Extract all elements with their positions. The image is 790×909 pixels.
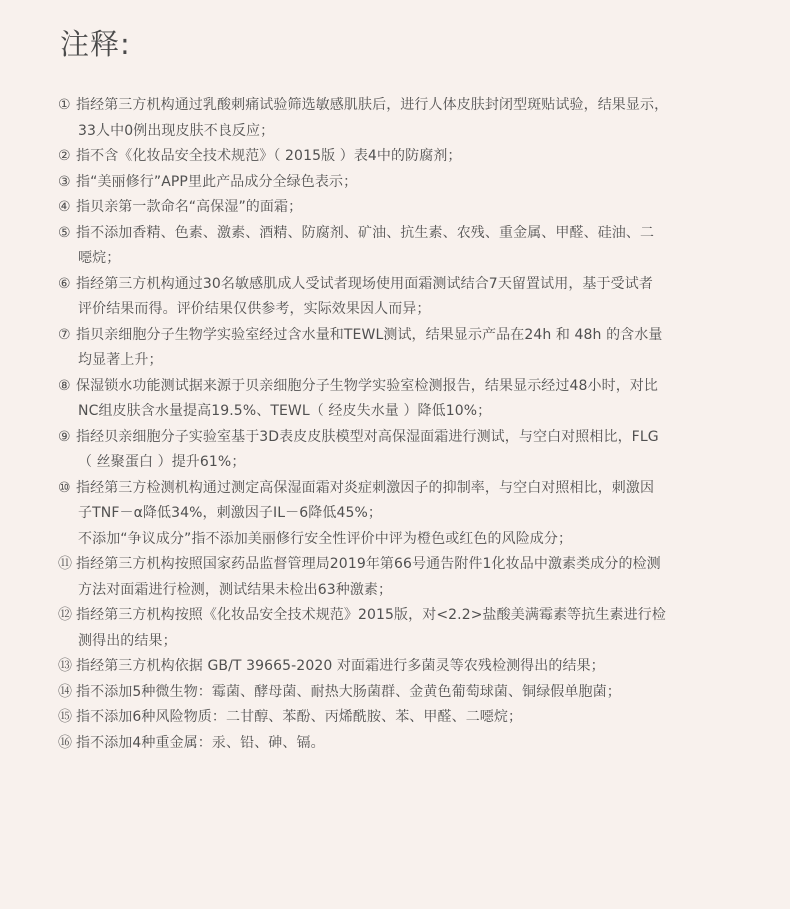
notes-list [58,93,750,756]
note-item [58,374,750,425]
note-text-line: NC组皮肤含水量提高19.5%、TEWL（ 经皮失水量 ）降低10%； [78,403,492,419]
note-text-line: 指经贝亲细胞分子实验室基于3D表皮皮肤模型对高保湿面霜进行测试，与空白对照相比，FLG [76,428,659,445]
note-item [58,195,750,221]
note-text-line: 指贝亲细胞分子生物学实验室经过含水量和TEWL测试，结果显示产品在24h 和 48h 的含水量 [76,326,663,343]
note-text-line: 不添加“争议成分”指不添加美丽修行安全性评价中评为橙色或红色的风险成分； [78,530,573,547]
note-text-line: 指经第三方机构按照国家药品监督管理局2019年第66号通告附件1化妆品中激素类成分的检测 [76,556,661,572]
note-item [58,144,750,170]
note-text-line: 指经第三方检测机构通过测定高保湿面霜对炎症刺激因子的抑制率，与空白对照相比，刺激因 [76,479,655,496]
note-text-line: 均显著上升； [78,352,163,368]
note-number: ⑫ [58,607,73,623]
note-text-line: （ 丝聚蛋白 ）提升61%； [78,454,246,470]
note-number: ⑥ [58,275,71,292]
note-number: ⑭ [58,683,73,700]
note-item [58,552,750,603]
note-number: ⑯ [58,734,73,751]
note-text-line: 指不添加香精、色素、激素、酒精、防腐剂、矿油、抗生素、农残、重金属、甲醛、硅油、二 [76,224,655,241]
note-text-line: 指经第三方机构按照《化妆品安全技术规范》2015版，对<2.2>盐酸美满霉素等抗生素进行检 [76,607,666,623]
note-number: ⑮ [58,709,73,725]
note-text-line: 指经第三方机构依据 GB/T 39665-2020 对面霜进行多菌灵等农残检测得出的结果； [76,658,605,674]
note-number: ① [58,97,71,113]
note-item [58,680,750,706]
note-item [58,93,750,144]
note-item [58,272,750,323]
note-number: ② [58,148,71,164]
note-text-line: 指经第三方机构通过乳酸刺痛试验筛选敏感肌肤后，进行人体皮肤封闭型斑贴试验，结果显示， [76,97,669,113]
note-number: ③ [58,173,71,190]
note-item [58,705,750,731]
page-title: 注释: [60,27,131,61]
note-text-line: 指经第三方机构通过30名敏感肌成人受试者现场使用面霜测试结合7天留置试用，基于受试者 [76,275,653,292]
note-number: ④ [58,199,71,215]
note-text-line: 指不添加5种微生物：霉菌、酵母菌、耐热大肠菌群、金黄色葡萄球菌、铜绿假单胞菌； [76,683,621,700]
note-text-line: 指“美丽修行”APP里此产品成分全绿色表示； [76,173,358,190]
note-number: ⑪ [58,556,73,572]
note-item [58,323,750,374]
note-number: ⑨ [58,428,71,445]
note-text-line: 测得出的结果； [78,632,177,649]
note-item [58,654,750,680]
note-item [58,170,750,196]
note-text-line: 噁烷； [78,250,121,266]
note-item [58,603,750,654]
note-item [58,221,750,272]
note-text-line: 指不含《化妆品安全技术规范》（ 2015版 ）表4中的防腐剂； [76,148,462,164]
note-number: ⑤ [58,224,71,241]
note-text-line: 指不添加6种风险物质：二甘醇、苯酚、丙烯酰胺、苯、甲醛、二噁烷； [76,709,523,725]
note-text-line: 指贝亲第一款命名“高保湿”的面霜； [76,199,303,215]
note-number: ⑬ [58,658,73,674]
note-text-line: 保湿锁水功能测试据来源于贝亲细胞分子生物学实验室检测报告，结果显示经过48小时，对比 [76,377,659,394]
note-item [58,476,750,553]
note-text-line: 方法对面霜进行检测，测试结果未检出63种激素； [78,581,393,598]
note-number: ⑦ [58,326,71,343]
note-number: ⑧ [58,377,71,394]
note-text-line: 子TNF－α降低34%，刺激因子IL－6降低45%； [78,505,382,521]
note-number: ⑩ [58,479,71,496]
note-text-line: 指不添加4种重金属：汞、铅、砷、镉。 [76,734,325,751]
note-text-line: 评价结果而得。评价结果仅供参考，实际效果因人而异； [78,301,431,317]
note-text-line: 33人中0例出现皮肤不良反应； [78,122,275,139]
note-item [58,731,750,757]
note-item [58,425,750,476]
